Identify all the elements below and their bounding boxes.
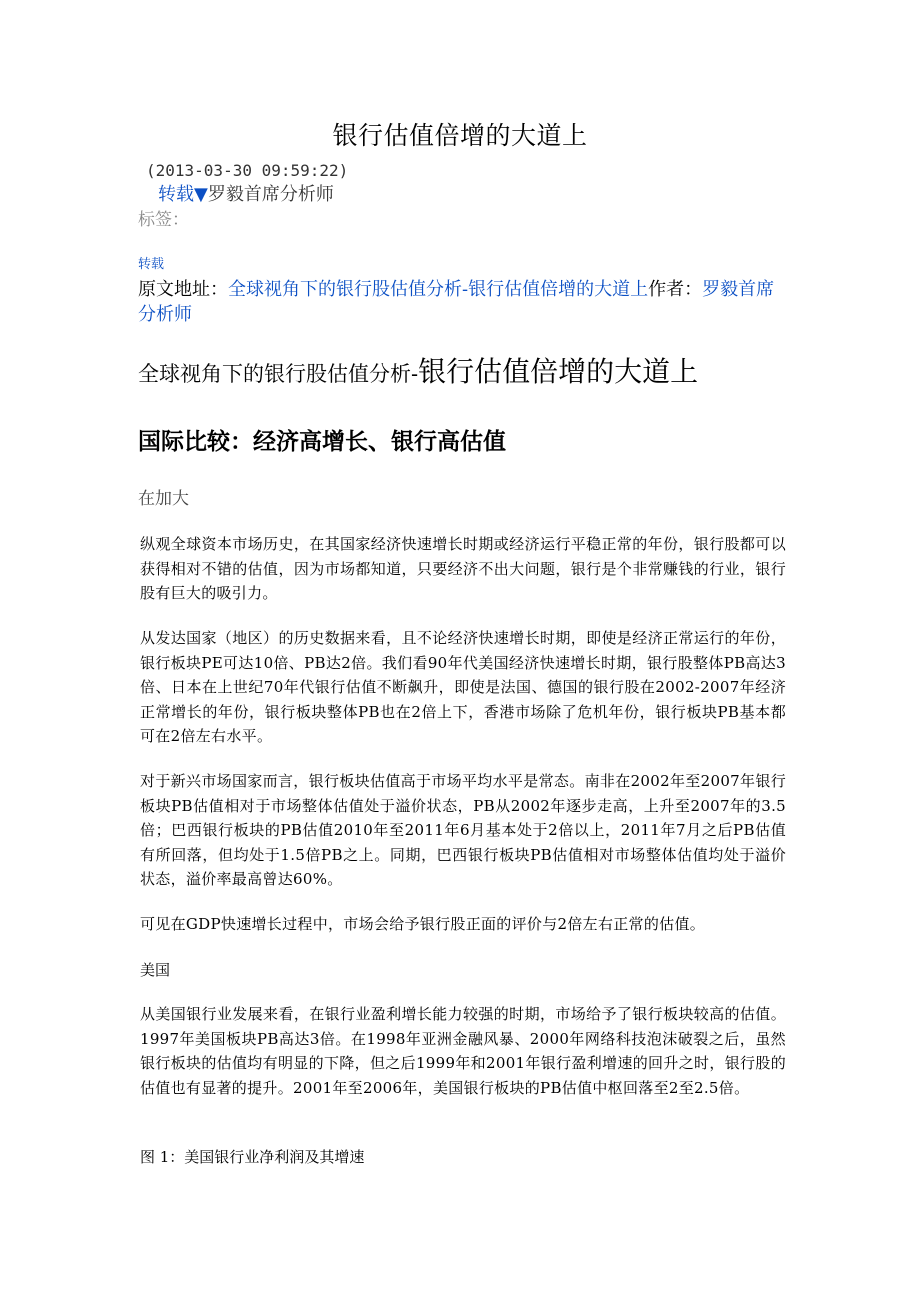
repost-line [158, 183, 334, 207]
subheading: 在加大 [138, 489, 189, 509]
article-heading-prefix: 全球视角下的银行股估值分析- [138, 362, 419, 386]
article-heading-main: 银行估值倍增的大道上 [418, 355, 699, 388]
source-label: 原文地址： [138, 279, 228, 300]
post-datetime: (2013-03-30 09:59:22) [146, 161, 349, 180]
author-name: 罗毅首席分析师 [207, 184, 334, 205]
blog-title: 银行估值倍增的大道上 [332, 121, 588, 150]
tags-label: 标签： [138, 210, 189, 230]
repost-link[interactable]: 转载▼ [158, 184, 208, 205]
usa-label: 美国 [140, 961, 171, 979]
small-repost-link[interactable]: 转载 [138, 257, 165, 272]
usa-paragraph: 从美国银行业发展来看，在银行业盈利增长能力较强的时期，市场给予了银行板块较高的估值。1997年美国板块PB高达3倍。在1998年亚洲金融风暴、2000年网络科技泡沫破裂之后，虽然银行板块的估值均有明显的下降，但之后1999年和2001年银行盈利增速的回升之时，银行股的估值也有显著的提升。2001年至2006年，美国银行板块的PB估值中枢回落至2至2.5倍。 [140, 1005, 786, 1097]
article-heading [138, 352, 698, 394]
author-label: 作者： [648, 279, 703, 300]
source-title-link[interactable]: 全球视角下的银行股估值分析-银行估值倍增的大道上 [228, 279, 649, 300]
paragraph-1: 纵观全球资本市场历史，在其国家经济快速增长时期或经济运行平稳正常的年份，银行股都可以获得相对不错的估值，因为市场都知道，只要经济不出大问题，银行是个非常赚钱的行业，银行股有巨大的吸引力。 [140, 535, 786, 602]
paragraph-3: 对于新兴市场国家而言，银行板块估值高于市场平均水平是常态。南非在2002年至2007年银行板块PB估值相对于市场整体估值处于溢价状态，PB从2002年逐步走高，上升至2007年的3.5倍；巴西银行板块的PB估值2010年至2011年6月基本处于2倍以上，2011年7月之后PB估值有所回落，但均处于1.5倍PB之上。同期，巴西银行板块PB估值相对市场整体估值均处于溢价状态，溢价率最高曾达60%。 [140, 772, 786, 888]
figure-caption: 图 1：美国银行业净利润及其增速 [140, 1148, 365, 1166]
paragraph-4: 可见在GDP快速增长过程中，市场会给予银行股正面的评价与2倍左右正常的估值。 [140, 915, 706, 933]
paragraph-2: 从发达国家（地区）的历史数据来看，且不论经济快速增长时期，即使是经济正常运行的年份，银行板块PE可达10倍、PB达2倍。我们看90年代美国经济快速增长时期，银行股整体PB高达3倍、日本在上世纪70年代银行估值不断飙升，即使是法国、德国的银行股在2002-2007年经济正常增长的年份，银行板块整体PB也在2倍上下，香港市场除了危机年份，银行板块PB基本都可在2倍左右水平。 [140, 629, 786, 745]
section-heading: 国际比较：经济高增长、银行高估值 [138, 428, 506, 455]
source-line [138, 277, 788, 327]
source-author-link[interactable]: 罗毅首席分析师 [138, 279, 775, 325]
